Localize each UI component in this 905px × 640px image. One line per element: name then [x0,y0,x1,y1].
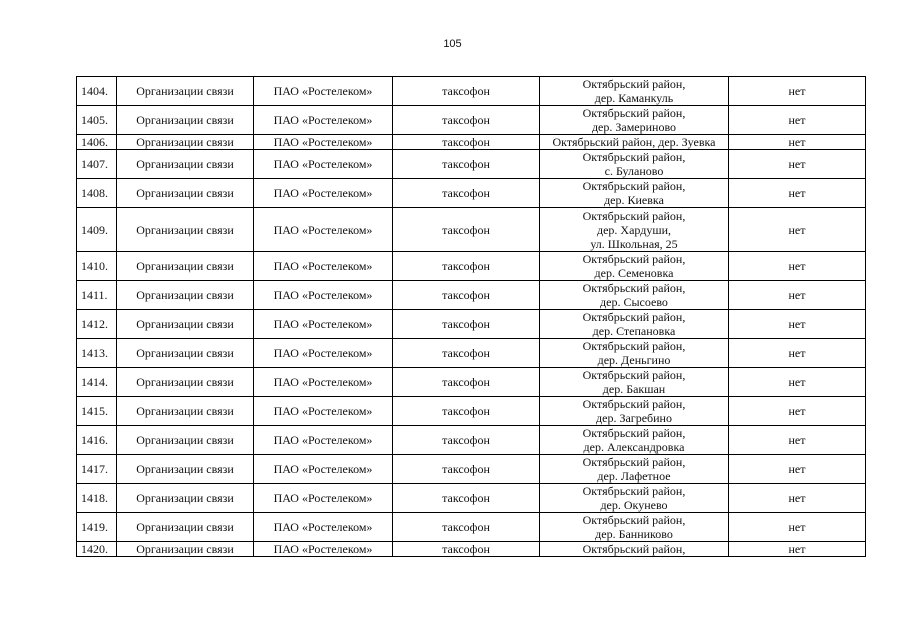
address-cell [540,135,729,150]
object-type-cell: таксофон [393,150,540,179]
organization-cell: ПАО «Ростелеком» [254,135,393,150]
address-line: Октябрьский район, [582,484,686,498]
value-cell: нет [729,179,866,208]
table-row [77,455,866,484]
address-line: с. Буланово [604,164,664,178]
table-row [77,106,866,135]
table-row [77,135,866,150]
value-cell: нет [729,77,866,106]
table-row [77,179,866,208]
row-number-cell: 1411. [77,281,117,310]
address-line: дер. Лафетное [597,469,671,483]
category-cell: Организации связи [117,310,254,339]
address-line: дер. Семеновка [594,266,674,280]
address-cell [540,77,729,106]
row-number-cell: 1416. [77,426,117,455]
address-line: Октябрьский район, [582,368,686,382]
category-cell: Организации связи [117,542,254,557]
object-type-cell: таксофон [393,368,540,397]
organization-cell: ПАО «Ростелеком» [254,484,393,513]
registry-table [76,76,866,557]
address-cell [540,513,729,542]
organization-cell: ПАО «Ростелеком» [254,252,393,281]
value-cell: нет [729,281,866,310]
object-type-cell: таксофон [393,281,540,310]
object-type-cell: таксофон [393,208,540,252]
address-cell [540,426,729,455]
category-cell: Организации связи [117,513,254,542]
object-type-cell: таксофон [393,455,540,484]
address-cell [540,281,729,310]
value-cell: нет [729,252,866,281]
table-row [77,339,866,368]
address-line: Октябрьский район, дер. Зуевка [552,135,716,149]
value-cell: нет [729,368,866,397]
address-cell [540,455,729,484]
organization-cell: ПАО «Ростелеком» [254,208,393,252]
row-number-cell: 1417. [77,455,117,484]
table-row [77,426,866,455]
table-row [77,252,866,281]
row-number-cell: 1413. [77,339,117,368]
table-row [77,484,866,513]
table-row [77,542,866,557]
address-line: Октябрьский район, [582,77,686,91]
table-row [77,397,866,426]
category-cell: Организации связи [117,397,254,426]
address-line: дер. Александровка [583,440,685,454]
address-line: Октябрьский район, [582,208,686,223]
value-cell: нет [729,397,866,426]
object-type-cell: таксофон [393,484,540,513]
organization-cell: ПАО «Ростелеком» [254,397,393,426]
address-line: дер. Хардуши, [596,222,672,237]
value-cell: нет [729,339,866,368]
category-cell: Организации связи [117,455,254,484]
object-type-cell: таксофон [393,77,540,106]
value-cell: нет [729,106,866,135]
address-line: дер. Деньгино [597,353,671,367]
address-cell [540,310,729,339]
organization-cell: ПАО «Ростелеком» [254,77,393,106]
address-line: Октябрьский район, [582,426,686,440]
address-line: дер. Киевка [604,193,664,207]
address-cell [540,339,729,368]
address-line: Октябрьский район, [582,397,686,411]
row-number-cell: 1418. [77,484,117,513]
object-type-cell: таксофон [393,106,540,135]
organization-cell: ПАО «Ростелеком» [254,339,393,368]
category-cell: Организации связи [117,208,254,252]
row-number-cell: 1412. [77,310,117,339]
value-cell: нет [729,150,866,179]
address-line: Октябрьский район, [582,339,686,353]
organization-cell: ПАО «Ростелеком» [254,150,393,179]
row-number-cell: 1409. [77,208,117,252]
registry-table-body [77,77,866,557]
value-cell: нет [729,455,866,484]
organization-cell: ПАО «Ростелеком» [254,310,393,339]
table-row [77,513,866,542]
address-cell [540,208,729,252]
object-type-cell: таксофон [393,397,540,426]
table-row [77,310,866,339]
value-cell: нет [729,542,866,557]
address-line: дер. Окунево [600,498,668,512]
address-cell [540,484,729,513]
address-line: дер. Загребино [596,411,672,425]
row-number-cell: 1415. [77,397,117,426]
organization-cell: ПАО «Ростелеком» [254,426,393,455]
row-number-cell: 1420. [77,542,117,557]
object-type-cell: таксофон [393,135,540,150]
organization-cell: ПАО «Ростелеком» [254,106,393,135]
category-cell: Организации связи [117,426,254,455]
table-row [77,77,866,106]
object-type-cell: таксофон [393,542,540,557]
row-number-cell: 1408. [77,179,117,208]
address-line: дер. Бакшан [602,382,666,396]
table-row [77,281,866,310]
category-cell: Организации связи [117,106,254,135]
organization-cell: ПАО «Ростелеком» [254,281,393,310]
category-cell: Организации связи [117,150,254,179]
address-line: Октябрьский район, [582,542,686,556]
category-cell: Организации связи [117,281,254,310]
address-line: Октябрьский район, [582,150,686,164]
object-type-cell: таксофон [393,513,540,542]
address-cell [540,397,729,426]
row-number-cell: 1414. [77,368,117,397]
table-row [77,150,866,179]
table-row [77,368,866,397]
organization-cell: ПАО «Ростелеком» [254,542,393,557]
category-cell: Организации связи [117,252,254,281]
object-type-cell: таксофон [393,310,540,339]
page-number: 105 [443,38,462,50]
category-cell: Организации связи [117,339,254,368]
row-number-cell: 1407. [77,150,117,179]
category-cell: Организации связи [117,179,254,208]
address-cell [540,542,729,557]
value-cell: нет [729,135,866,150]
organization-cell: ПАО «Ростелеком» [254,455,393,484]
address-cell [540,368,729,397]
value-cell: нет [729,513,866,542]
address-cell [540,150,729,179]
row-number-cell: 1405. [77,106,117,135]
category-cell: Организации связи [117,135,254,150]
organization-cell: ПАО «Ростелеком» [254,179,393,208]
row-number-cell: 1406. [77,135,117,150]
value-cell: нет [729,310,866,339]
value-cell: нет [729,208,866,252]
address-line: дер. Сысоево [600,295,668,309]
object-type-cell: таксофон [393,426,540,455]
address-line: Октябрьский район, [582,281,686,295]
address-line: Октябрьский район, [582,513,686,527]
organization-cell: ПАО «Ростелеком» [254,368,393,397]
value-cell: нет [729,426,866,455]
address-line: Октябрьский район, [582,455,686,469]
row-number-cell: 1404. [77,77,117,106]
address-cell [540,179,729,208]
address-line: ул. Школьная, 25 [590,236,678,251]
address-line: Октябрьский район, [582,252,686,266]
table-row [77,208,866,252]
address-line: дер. Каманкуль [594,91,674,105]
address-cell [540,106,729,135]
category-cell: Организации связи [117,484,254,513]
row-number-cell: 1419. [77,513,117,542]
address-cell [540,252,729,281]
address-line: дер. Замериново [591,120,677,134]
category-cell: Организации связи [117,368,254,397]
object-type-cell: таксофон [393,339,540,368]
object-type-cell: таксофон [393,252,540,281]
address-line: дер. Банниково [595,527,673,541]
address-line: Октябрьский район, [582,179,686,193]
organization-cell: ПАО «Ростелеком» [254,513,393,542]
address-line: Октябрьский район, [582,310,686,324]
category-cell: Организации связи [117,77,254,106]
object-type-cell: таксофон [393,179,540,208]
value-cell: нет [729,484,866,513]
address-line: дер. Степановка [592,324,676,338]
row-number-cell: 1410. [77,252,117,281]
address-line: Октябрьский район, [582,106,686,120]
